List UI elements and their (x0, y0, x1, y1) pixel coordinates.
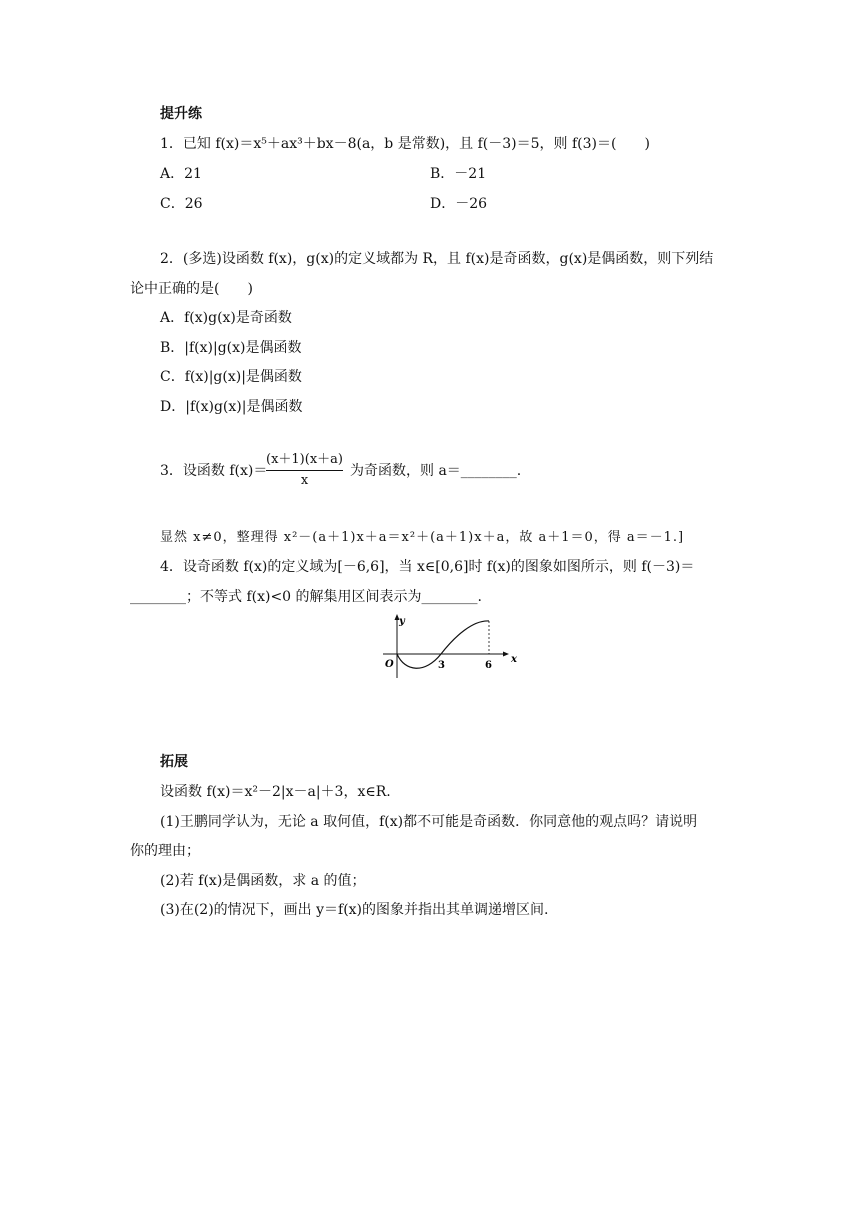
q2-option-d: D．|f(x)g(x)|是偶函数 (160, 399, 303, 415)
section-heading-extension: 拓展 (160, 754, 188, 770)
q3-fraction (266, 452, 343, 489)
q2-option-a: A．f(x)g(x)是奇函数 (160, 310, 292, 326)
origin-label: O (385, 659, 394, 670)
q1-option-d: D．－26 (430, 196, 488, 212)
y-axis-label: y (399, 616, 405, 627)
x-axis-label: x (511, 654, 517, 665)
ext-part2: (2)若 f(x)是偶函数，求 a 的值； (160, 873, 366, 889)
q3-prefix: 3．设函数 f(x)＝ (160, 463, 268, 479)
tick-label-3: 3 (438, 660, 445, 671)
solution-line: 显然 x≠0，整理得 x²－(a＋1)x＋a＝x²＋(a＋1)x＋a，故 a＋1＝0，得 a＝－1.] (160, 530, 685, 545)
section-heading-practice: 提升练 (160, 106, 202, 122)
q4-line2: ________；不等式 f(x)<0 的解集用区间表示为________. (130, 589, 482, 605)
q1-option-a: A．21 (160, 166, 202, 182)
q1-option-c: C．26 (160, 196, 203, 212)
q2-stem-line2: 论中正确的是( ) (130, 281, 253, 297)
ext-part3: (3)在(2)的情况下，画出 y＝f(x)的图象并指出其单调递增区间. (160, 902, 549, 918)
ext-part1-line1: (1)王鹏同学认为，无论 a 取何值，f(x)都不可能是奇函数．你同意他的观点吗？请说明 (160, 814, 698, 830)
q2-stem-line1: 2．(多选)设函数 f(x)，g(x)的定义域都为 R，且 f(x)是奇函数，g(x)是偶函数，则下列结 (160, 251, 714, 267)
ext-intro: 设函数 f(x)＝x²－2|x－a|＋3，x∈R. (160, 784, 391, 800)
q1-stem: 1．已知 f(x)＝x⁵＋ax³＋bx－8(a，b 是常数)，且 f(－3)＝5，则 f(3)＝( ) (160, 136, 650, 152)
q3-fraction-denominator: x (300, 473, 309, 488)
q2-option-c: C．f(x)|g(x)|是偶函数 (160, 369, 302, 385)
q2-option-b: B．|f(x)|g(x)是偶函数 (160, 340, 302, 356)
tick-label-6: 6 (485, 660, 492, 671)
q3-fraction-numerator: (x＋1)(x＋a) (266, 452, 343, 467)
q3-suffix: 为奇函数，则 a＝________. (350, 463, 522, 479)
q1-option-b: B．－21 (430, 166, 487, 182)
ext-part1-line2: 你的理由； (130, 843, 200, 859)
q4-function-graph (375, 612, 525, 682)
fraction-bar (266, 470, 343, 471)
x-axis-arrow (503, 652, 509, 657)
q4-line1: 4．设奇函数 f(x)的定义域为[－6,6]，当 x∈[0,6]时 f(x)的图象如图所示，则 f(－3)＝ (160, 559, 695, 575)
